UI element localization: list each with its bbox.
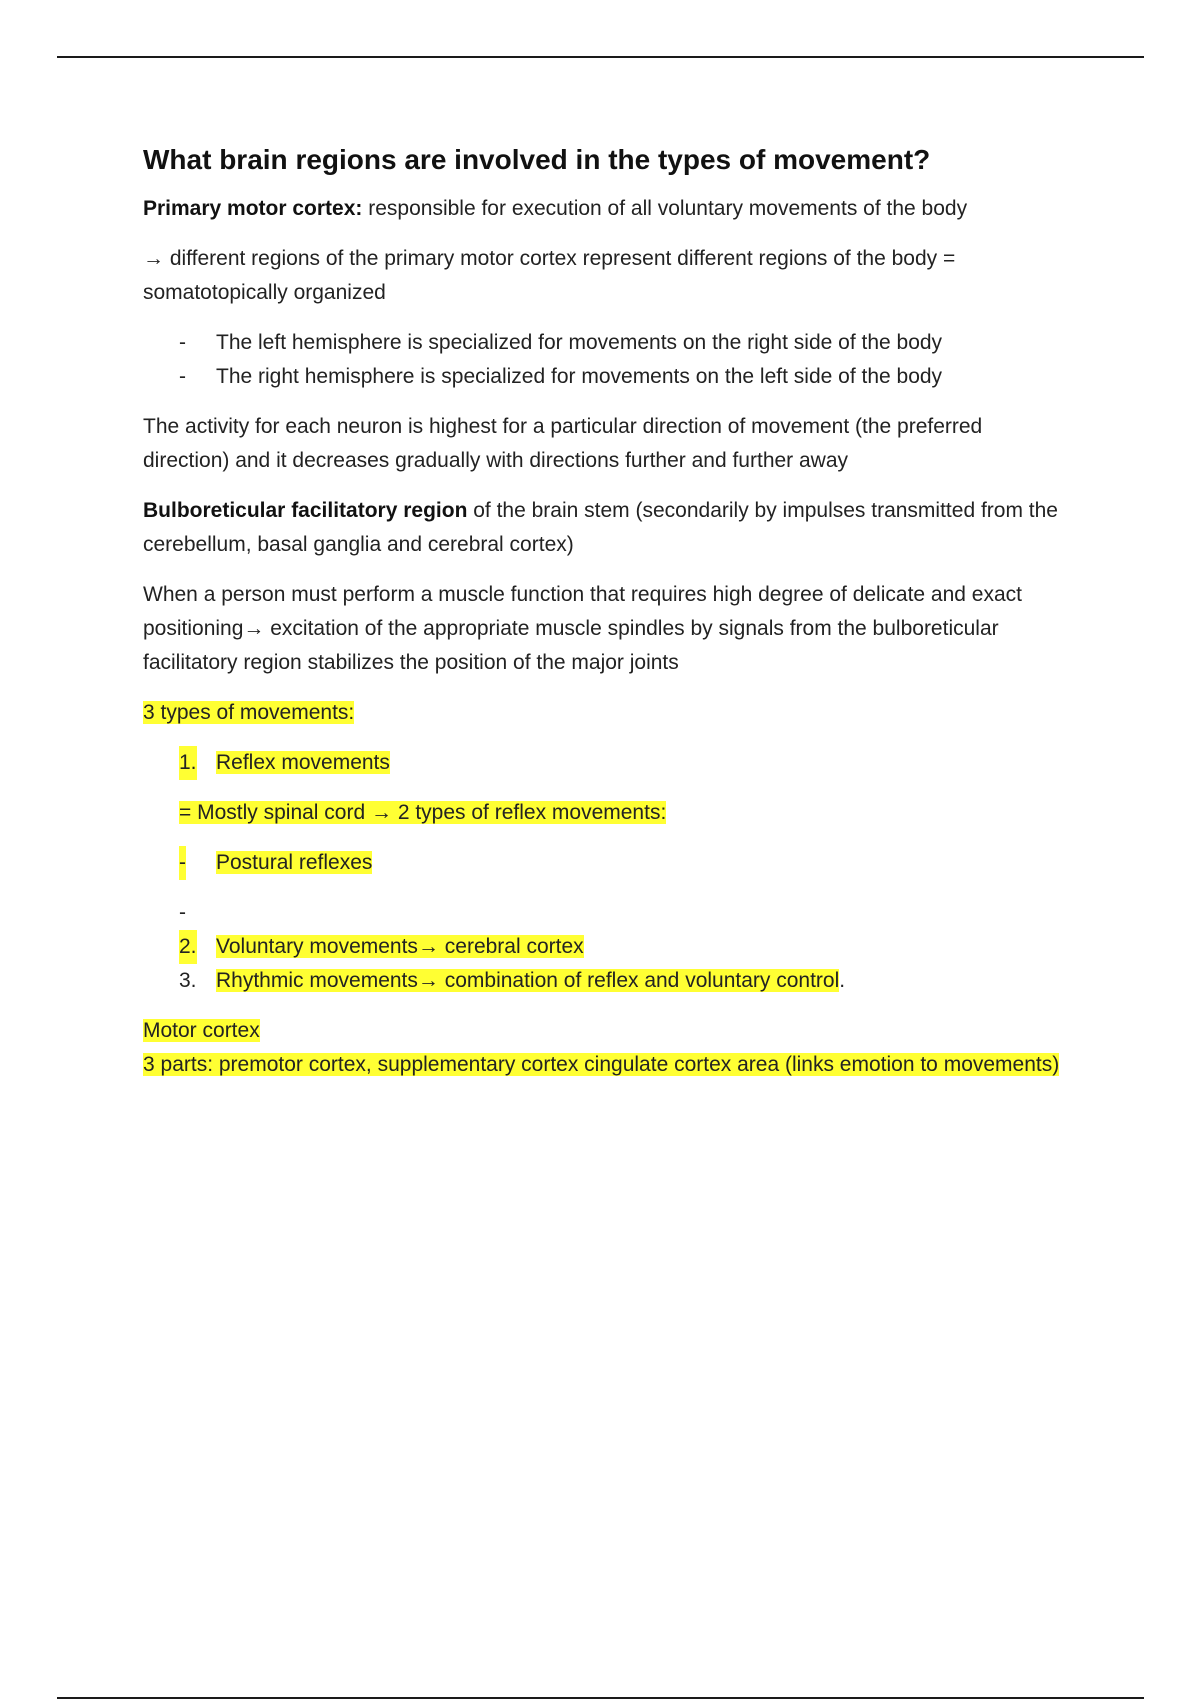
list-number: 1. [179, 746, 197, 780]
types-heading: 3 types of movements: [143, 701, 355, 724]
spinal-line [143, 796, 1063, 830]
spinal-types-text: → 2 types of reflex movements: [371, 801, 667, 824]
top-rule [57, 56, 1144, 58]
delicate-positioning-paragraph: When a person must perform a muscle function that requires high degree of delicate and exact positioning→ excitation of the appropriate muscle spindles by signals from the bulboreticular facilitatory region stabilizes the position of the major joints [143, 583, 1022, 674]
primary-motor-paragraph [143, 192, 1063, 226]
voluntary-item [143, 930, 1063, 964]
somatotopic-paragraph: → different regions of the primary motor cortex represent different regions of the body = somatotopically organized [143, 247, 956, 304]
spinal-text: = Mostly spinal cord [179, 801, 371, 824]
rhythmic-item [143, 964, 1063, 998]
bulboreticular-paragraph [143, 494, 1063, 562]
bottom-rule [57, 1697, 1144, 1699]
motor-cortex-title: Motor cortex [143, 1019, 260, 1042]
types-heading-paragraph [143, 696, 1063, 730]
rhythmic-target: → combination of reflex and voluntary control [417, 969, 840, 992]
postural-item [143, 846, 1063, 880]
primary-motor-text: responsible for execution of all voluntary movements of the body [362, 197, 968, 220]
list-item [143, 326, 1063, 360]
list-number: 3. [179, 969, 197, 992]
motor-cortex-text: 3 parts: premotor cortex, supplementary cortex cingulate cortex area (links emotion to movements) [143, 1053, 1060, 1076]
reflex-text: Reflex movements [216, 751, 390, 774]
list-item [143, 360, 1063, 394]
activity-paragraph: The activity for each neuron is highest for a particular direction of movement (the preferred direction) and it decreases gradually with directions further and further away [143, 415, 983, 472]
list-item-text: The left hemisphere is specialized for movements on the right side of the body [216, 331, 943, 354]
hemisphere-list [143, 326, 1063, 394]
bullet-dash: - [179, 365, 186, 388]
rhythmic-end: . [839, 969, 846, 992]
postural-text: Postural reflexes [216, 851, 373, 874]
motor-cortex-paragraph [143, 1014, 1063, 1082]
bullet-dash: - [179, 901, 186, 924]
voluntary-target: → cerebral cortex [417, 935, 584, 958]
list-item-text: The right hemisphere is specialized for movements on the left side of the body [216, 365, 943, 388]
bullet-dash: - [179, 331, 186, 354]
empty-dash-item [143, 896, 1063, 930]
reflex-item [143, 746, 1063, 780]
bulboreticular-label: Bulboreticular facilitatory region [143, 499, 468, 522]
voluntary-text: Voluntary movements [216, 935, 418, 958]
primary-motor-label: Primary motor cortex: [143, 197, 363, 220]
page-title: What brain regions are involved in the types of movement? [143, 144, 931, 175]
document-body [143, 140, 1063, 1098]
bulboreticular-text: of the brain stem (secondarily by impulses transmitted from the cerebellum, basal ganglia and cerebral cortex) [143, 499, 1058, 556]
list-number: 2. [179, 930, 197, 964]
rhythmic-text: Rhythmic movements [216, 969, 418, 992]
bullet-dash: - [179, 846, 186, 880]
